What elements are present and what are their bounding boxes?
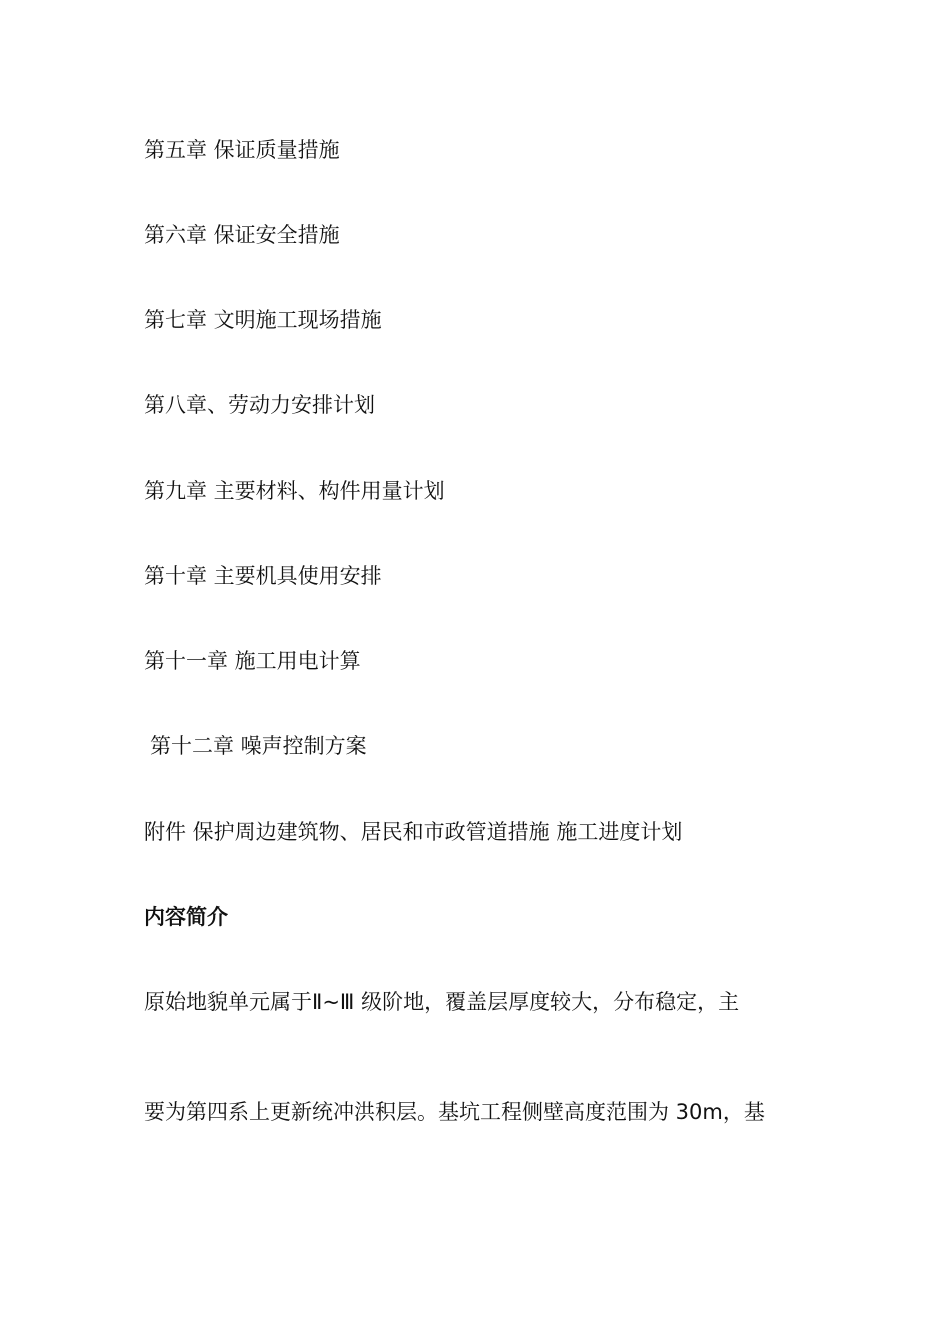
toc-item-chapter-7: 第七章 文明施工现场措施 [144,308,382,332]
toc-item-chapter-6: 第六章 保证安全措施 [144,223,340,247]
toc-item-chapter-5: 第五章 保证质量措施 [144,138,340,162]
toc-item-chapter-10: 第十章 主要机具使用安排 [144,564,382,588]
toc-item-chapter-8: 第八章、劳动力安排计划 [144,393,375,417]
toc-item-chapter-12: 第十二章 噪声控制方案 [150,734,367,758]
section-title: 内容简介 [144,905,228,929]
toc-item-chapter-11: 第十一章 施工用电计算 [144,649,361,673]
toc-item-chapter-9: 第九章 主要材料、构件用量计划 [144,479,445,503]
body-paragraph-line: 原始地貌单元属于Ⅱ~Ⅲ 级阶地，覆盖层厚度较大，分布稳定，主 [144,990,740,1014]
body-paragraph-line: 要为第四系上更新统冲洪积层。基坑工程侧壁高度范围为 30m，基 [144,1100,765,1124]
toc-item-appendix: 附件 保护周边建筑物、居民和市政管道措施 施工进度计划 [144,820,683,844]
